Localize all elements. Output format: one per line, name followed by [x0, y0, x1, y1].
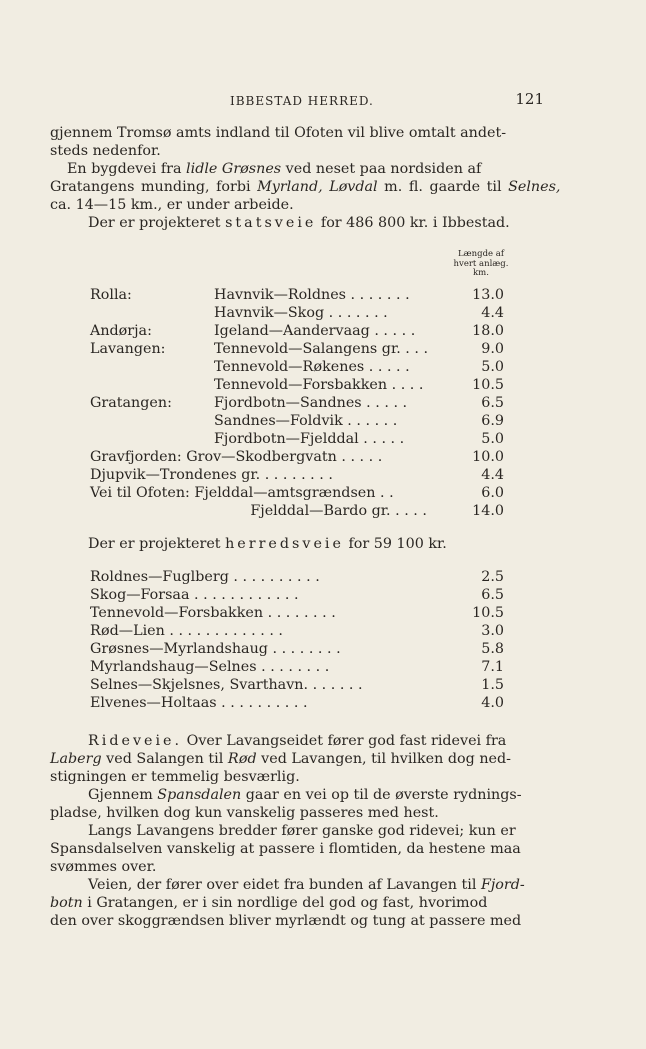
route-name: Selnes—Skjelsnes, Svarthavn. . . . . . .	[90, 677, 363, 693]
length-km: 6.5	[481, 587, 504, 603]
table-row	[50, 431, 550, 449]
route-name: Sandnes—Foldvik . . . . . .	[214, 413, 398, 429]
route-name: Skog—Forsaa . . . . . . . . . . . .	[90, 587, 299, 603]
length-km: 1.5	[481, 677, 504, 693]
route-name: Fjordbotn—Fjelddal . . . . .	[214, 431, 405, 447]
text-line: ca. 14—15 km., er under arbeide.	[50, 197, 294, 213]
statsveie-sentence: Der er projekteret statsveie for 486 800 kr. i Ibbestad.	[88, 215, 510, 231]
district-label: Gravfjorden: Grov—Skodbergvatn . . . . .	[90, 449, 383, 465]
route-name: Elvenes—Holtaas . . . . . . . . . .	[90, 695, 308, 711]
table-row	[50, 359, 550, 377]
km-column-header: Længde af hvert anlæg. km.	[453, 249, 509, 278]
herredsveie-table	[50, 569, 550, 713]
district-label: Rolla:	[90, 287, 132, 303]
length-km: 6.5	[481, 395, 504, 411]
statsveie-table	[50, 287, 550, 521]
table-row	[50, 341, 550, 359]
route-name: Tennevold—Forsbakken . . . . . . . .	[90, 605, 336, 621]
spansdalen-paragraph: Gjennem Spansdalen gaar en vei op til de øverste rydnings- pladse, hvilken dog kun vanskelig passeres med hest.	[50, 787, 522, 821]
route-name: Tennevold—Røkenes . . . . .	[214, 359, 410, 375]
length-km: 7.1	[481, 659, 504, 675]
text-line: En bygdevei fra lidle Grøsnes ved neset paa nordsiden af	[67, 161, 482, 177]
table-row	[50, 659, 550, 677]
length-km: 10.0	[472, 449, 504, 465]
district-label: Vei til Ofoten: Fjelddal—amtsgrændsen . .	[90, 485, 394, 501]
length-km: 10.5	[472, 605, 504, 621]
table-row	[50, 377, 550, 395]
lavangen-paragraph: Langs Lavangens bredder fører ganske god ridevei; kun er Spansdalselven vanskelig at passere i flomtiden, da hestene maa svømmes over.	[50, 823, 521, 875]
intro-paragraph	[50, 124, 544, 160]
table-row	[50, 569, 550, 587]
route-name: Grøsnes—Myrlandshaug . . . . . . . .	[90, 641, 341, 657]
district-label: Andørja:	[90, 323, 152, 339]
length-km: 2.5	[481, 569, 504, 585]
table-row	[50, 449, 550, 467]
route-name: Igeland—Aandervaag . . . . .	[214, 323, 416, 339]
table-row	[50, 395, 550, 413]
length-km: 3.0	[481, 623, 504, 639]
section-word: Rideveie.	[88, 733, 183, 749]
table-row	[50, 485, 550, 503]
length-km: 5.0	[481, 359, 504, 375]
length-km: 4.0	[481, 695, 504, 711]
route-name: Fjordbotn—Sandnes . . . . .	[214, 395, 408, 411]
header-title: IBBESTAD HERRED.	[230, 94, 374, 108]
length-km: 14.0	[472, 503, 504, 519]
table-row	[50, 287, 550, 305]
route-name: Tennevold—Forsbakken . . . .	[214, 377, 424, 393]
ridevei-paragraph: Rideveie. Over Lavangseidet fører god fast ridevei fra Laberg ved Salangen til Rød ved Lavangen, til hvilken dog ned- stigningen er temmelig besværlig.	[50, 733, 511, 785]
length-km: 9.0	[481, 341, 504, 357]
herredsveie-sentence: Der er projekteret herredsveie for 59 100 kr.	[88, 536, 447, 552]
length-km: 18.0	[472, 323, 504, 339]
table-row	[50, 323, 550, 341]
veien-paragraph: Veien, der fører over eidet fra bunden af Lavangen til Fjord- botn i Gratangen, er i sin nordlige del god og fast, hvorimod den over skoggrændsen bliver myrlændt og tung at passere med	[50, 877, 525, 929]
bygdevei-paragraph	[50, 160, 561, 214]
route-name: Fjelddal—Bardo gr. . . . .	[214, 503, 427, 519]
route-name: Havnvik—Roldnes . . . . . . .	[214, 287, 410, 303]
length-km: 6.0	[481, 485, 504, 501]
route-name: Rød—Lien . . . . . . . . . . . . .	[90, 623, 283, 639]
table-row	[50, 623, 550, 641]
length-km: 6.9	[481, 413, 504, 429]
district-label: Gratangen:	[90, 395, 172, 411]
table-row	[50, 605, 550, 623]
text-line: Gratangens munding, forbi Myrland, Løvdal m. fl. gaarde til Selnes,	[50, 179, 561, 195]
length-km: 5.0	[481, 431, 504, 447]
length-km: 13.0	[472, 287, 504, 303]
district-label: Djupvik—Trondenes gr. . . . . . . . .	[90, 467, 333, 483]
table-row	[50, 467, 550, 485]
route-name: Roldnes—Fuglberg . . . . . . . . . .	[90, 569, 320, 585]
table-row	[50, 587, 550, 605]
page-number: 121	[515, 90, 544, 108]
length-km: 5.8	[481, 641, 504, 657]
table-row	[50, 695, 550, 713]
length-km: 4.4	[481, 305, 504, 321]
table-row	[50, 503, 550, 521]
route-name: Myrlandshaug—Selnes . . . . . . . .	[90, 659, 330, 675]
route-name: Tennevold—Salangens gr. . . .	[214, 341, 429, 357]
table-row	[50, 305, 550, 323]
table-row	[50, 677, 550, 695]
route-name: Havnvik—Skog . . . . . . .	[214, 305, 388, 321]
district-label: Lavangen:	[90, 341, 166, 357]
table-row	[50, 413, 550, 431]
text-line: steds nedenfor.	[50, 143, 161, 159]
table-row	[50, 641, 550, 659]
length-km: 4.4	[481, 467, 504, 483]
running-header	[50, 90, 544, 110]
length-km: 10.5	[472, 377, 504, 393]
text-line: gjennem Tromsø amts indland til Ofoten vil blive omtalt andet-	[50, 125, 507, 141]
